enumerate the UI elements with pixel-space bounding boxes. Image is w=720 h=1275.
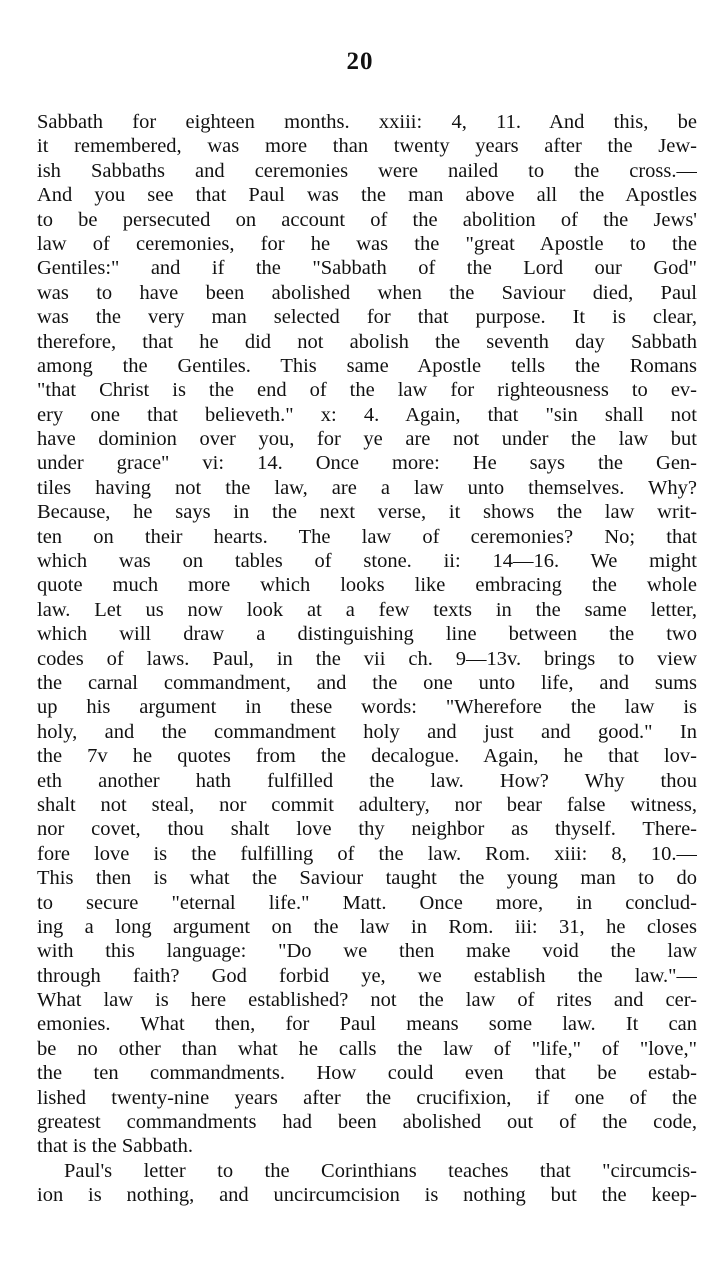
text-line: the ten commandments. How could even that be estab- [37, 1062, 697, 1085]
text-line: therefore, that he did not abolish the seventh day Sabbath [37, 330, 697, 353]
text-line: Sabbath for eighteen months. xxiii: 4, 11. And this, be [37, 111, 697, 133]
text-line: ish Sabbaths and ceremonies were nailed to the cross.— [37, 159, 697, 182]
text-line: with this language: "Do we then make void the law [37, 940, 697, 963]
text-line: among the Gentiles. This same Apostle tells the Romans [37, 354, 697, 377]
text-line: up his argument in these words: "Wherefore the law is [37, 696, 697, 719]
text-line: eth another hath fulfilled the law. How? Why thou [37, 769, 697, 792]
text-line: And you see that Paul was the man above all the Apostles [37, 184, 697, 207]
text-line: was to have been abolished when the Saviour died, Paul [37, 281, 697, 304]
text-line: Because, he says in the next verse, it shows the law writ- [37, 501, 697, 524]
text-line: "that Christ is the end of the law for righteousness to ev- [37, 379, 697, 402]
text-line: law of ceremonies, for he was the "great Apostle to the [37, 232, 697, 255]
text-line: codes of laws. Paul, in the vii ch. 9—13v. brings to view [37, 647, 697, 670]
text-line: the carnal commandment, and the one unto life, and sums [37, 671, 697, 694]
text-line: have dominion over you, for ye are not under the law but [37, 428, 697, 451]
paragraph-first-line: Paul's letter to the Corinthians teaches that "circumcis- [64, 1159, 697, 1182]
text-line: the 7v he quotes from the decalogue. Again, he that lov- [37, 745, 697, 768]
text-line: be no other than what he calls the law of "life," of "love," [37, 1037, 697, 1060]
text-line: quote much more which looks like embracing the whole [37, 574, 697, 597]
text-line: greatest commandments had been abolished out of the code, [37, 1111, 697, 1134]
text-line: ing a long argument on the law in Rom. iii: 31, he closes [37, 915, 697, 938]
text-line: emonies. What then, for Paul means some law. It can [37, 1013, 697, 1036]
text-line: under grace" vi: 14. Once more: He says the Gen- [37, 452, 697, 475]
text-line: tiles having not the law, are a law unto themselves. Why? [37, 476, 697, 499]
text-line: Gentiles:" and if the "Sabbath of the Lord our God" [37, 257, 697, 280]
text-line: which will draw a distinguishing line between the two [37, 623, 697, 646]
text-line: holy, and the commandment holy and just and good." In [37, 720, 697, 743]
text-line: law. Let us now look at a few texts in the same letter, [37, 598, 697, 621]
text-line: which was on tables of stone. ii: 14—16. We might [37, 550, 697, 573]
text-line: lished twenty-nine years after the crucifixion, if one of the [37, 1086, 697, 1109]
text-line: to secure "eternal life." Matt. Once more, in conclud- [37, 891, 697, 914]
body-text [37, 110, 697, 1208]
paragraph-end-line: that is the Sabbath. [37, 1135, 194, 1158]
text-line: ion is nothing, and uncircumcision is nothing but the keep- [37, 1184, 697, 1207]
text-line: ten on their hearts. The law of ceremonies? No; that [37, 525, 697, 548]
text-line: This then is what the Saviour taught the young man to do [37, 867, 697, 890]
text-line: to be persecuted on account of the abolition of the Jews' [37, 208, 697, 231]
text-line: through faith? God forbid ye, we establish the law."— [37, 964, 697, 987]
text-line: shalt not steal, nor commit adultery, nor bear false witness, [37, 793, 697, 816]
page-number: 20 [346, 48, 374, 75]
text-line: nor covet, thou shalt love thy neighbor as thyself. There- [37, 818, 697, 841]
text-line: ery one that believeth." x: 4. Again, that "sin shall not [37, 403, 697, 426]
text-line: it remembered, was more than twenty years after the Jew- [37, 135, 697, 158]
text-line: fore love is the fulfilling of the law. Rom. xiii: 8, 10.— [37, 842, 697, 865]
text-line: was the very man selected for that purpose. It is clear, [37, 306, 697, 329]
text-line: What law is here established? not the law of rites and cer- [37, 989, 697, 1012]
